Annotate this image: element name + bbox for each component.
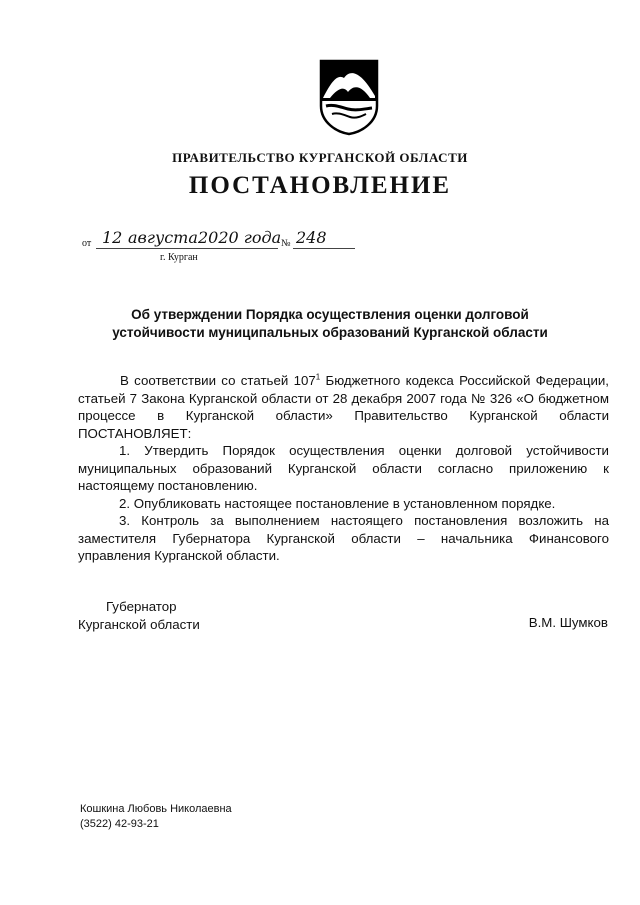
document-type-title: ПОСТАНОВЛЕНИЕ — [188, 172, 452, 199]
document-number: 248 — [296, 228, 327, 247]
executor-info — [80, 802, 232, 832]
date-year: 2020 года — [198, 228, 282, 247]
decree-item-1: 1. Утвердить Порядок осуществления оценки долговой устойчивости муниципальных образований Курганской области согласно приложению к настоящему постановлению. — [78, 443, 609, 493]
place-label: г. Курган — [160, 252, 198, 263]
decree-item-2: 2. Опубликовать настоящее постановление в установленном порядке. — [119, 495, 556, 511]
executor-name: Кошкина Любовь Николаевна — [80, 803, 232, 815]
date-month: августа — [128, 228, 198, 247]
subject-line: Об утверждении Порядка осуществления оценки долговой — [131, 307, 529, 322]
number-label: № — [281, 238, 291, 249]
date-underline — [96, 248, 278, 249]
signatory-position: Губернатор Курганской области — [78, 599, 200, 632]
date-day: 12 — [102, 228, 123, 247]
executor-phone: (3522) 42-93-21 — [80, 818, 159, 830]
document-body — [78, 372, 609, 565]
dateline — [0, 224, 640, 274]
government-name: ПРАВИТЕЛЬСТВО КУРГАНСКОЙ ОБЛАСТИ — [172, 150, 468, 165]
decree-item-3: 3. Контроль за выполнением настоящего постановления возложить на заместителя Губернатора Курганской области – начальника Финансового управления Курганской области. — [78, 513, 609, 563]
date-from-label: от — [82, 238, 92, 249]
preamble-paragraph: В соответствии со статьей $107^1$ Бюджетного кодекса Российской Федерации, статьей 7 Закона Курганской области от 28 декабря 2007 года № 326 «О бюджетном процессе в Курганской области» Правительство Курганской области ПОСТАНОВЛЯЕТ: — [78, 372, 609, 441]
kurgan-coat-of-arms-icon — [318, 58, 380, 136]
document-subject — [60, 306, 600, 342]
subject-line: устойчивости муниципальных образований Курганской области — [112, 325, 548, 340]
number-underline — [293, 248, 355, 249]
signatory-name: В.М. Шумков — [528, 615, 608, 630]
